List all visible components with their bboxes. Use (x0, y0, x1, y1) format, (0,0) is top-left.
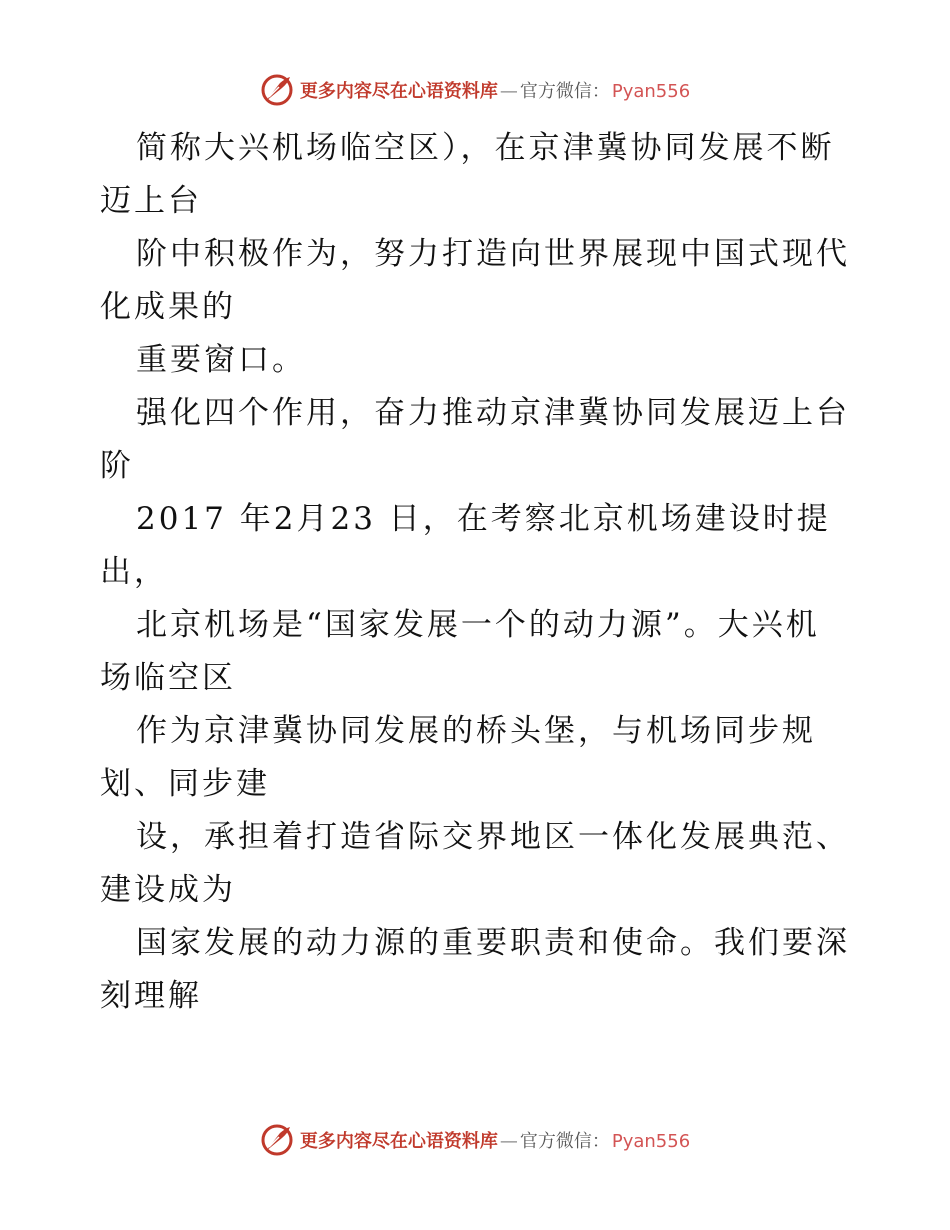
footer-dash: — (499, 1131, 518, 1152)
paragraph-line-wrap: 出， (100, 554, 168, 590)
paragraph-line-wrap: 划、同步建 (100, 766, 270, 802)
paragraph-line: 2017 年2月23 日，在考察北京机场建设时提 (136, 501, 831, 537)
feather-pen-logo-icon (260, 1123, 294, 1157)
header-site-name: 更多内容尽在心语资料库 (299, 81, 498, 102)
paragraph (100, 599, 870, 705)
footer-banner-text (300, 1127, 690, 1153)
paragraph-line: 作为京津冀协同发展的桥头堡，与机场同步规 (136, 713, 816, 749)
paragraph-line: 强化四个作用，奋力推动京津冀协同发展迈上台 (136, 395, 850, 431)
footer-wechat-label: 官方微信： (519, 1131, 610, 1152)
paragraph (100, 811, 870, 917)
feather-pen-logo-icon (260, 73, 294, 107)
paragraph (100, 705, 870, 811)
header-wechat-label: 官方微信： (519, 81, 610, 102)
paragraph-line: 设，承担着打造省际交界地区一体化发展典范、 (136, 819, 850, 855)
document-body (100, 122, 870, 1023)
paragraph (100, 334, 870, 387)
paragraph-line-wrap: 阶 (100, 448, 134, 484)
paragraph (100, 122, 870, 228)
paragraph-line: 重要窗口。 (136, 342, 306, 378)
paragraph-line-wrap: 刻理解 (100, 978, 202, 1014)
paragraph-line: 简称大兴机场临空区），在京津冀协同发展不断 (136, 130, 835, 166)
footer-site-name: 更多内容尽在心语资料库 (299, 1131, 498, 1152)
header-banner (0, 70, 950, 110)
paragraph (100, 387, 870, 493)
paragraph-line-wrap: 迈上台 (100, 183, 202, 219)
paragraph-line: 北京机场是“国家发展一个的动力源”。大兴机 (136, 607, 820, 643)
footer-wechat-id: Pyan556 (611, 1131, 691, 1152)
paragraph-line-wrap: 场临空区 (100, 660, 236, 696)
header-banner-text (300, 77, 690, 103)
paragraph-line: 国家发展的动力源的重要职责和使命。我们要深 (136, 925, 850, 961)
paragraph (100, 228, 870, 334)
header-dash: — (499, 81, 518, 102)
footer-banner (0, 1120, 950, 1160)
paragraph-line-wrap: 建设成为 (100, 872, 236, 908)
paragraph (100, 917, 870, 1023)
header-wechat-id: Pyan556 (611, 81, 691, 102)
paragraph (100, 493, 870, 599)
paragraph-line-wrap: 化成果的 (100, 289, 236, 325)
paragraph-line: 阶中积极作为，努力打造向世界展现中国式现代 (136, 236, 850, 272)
